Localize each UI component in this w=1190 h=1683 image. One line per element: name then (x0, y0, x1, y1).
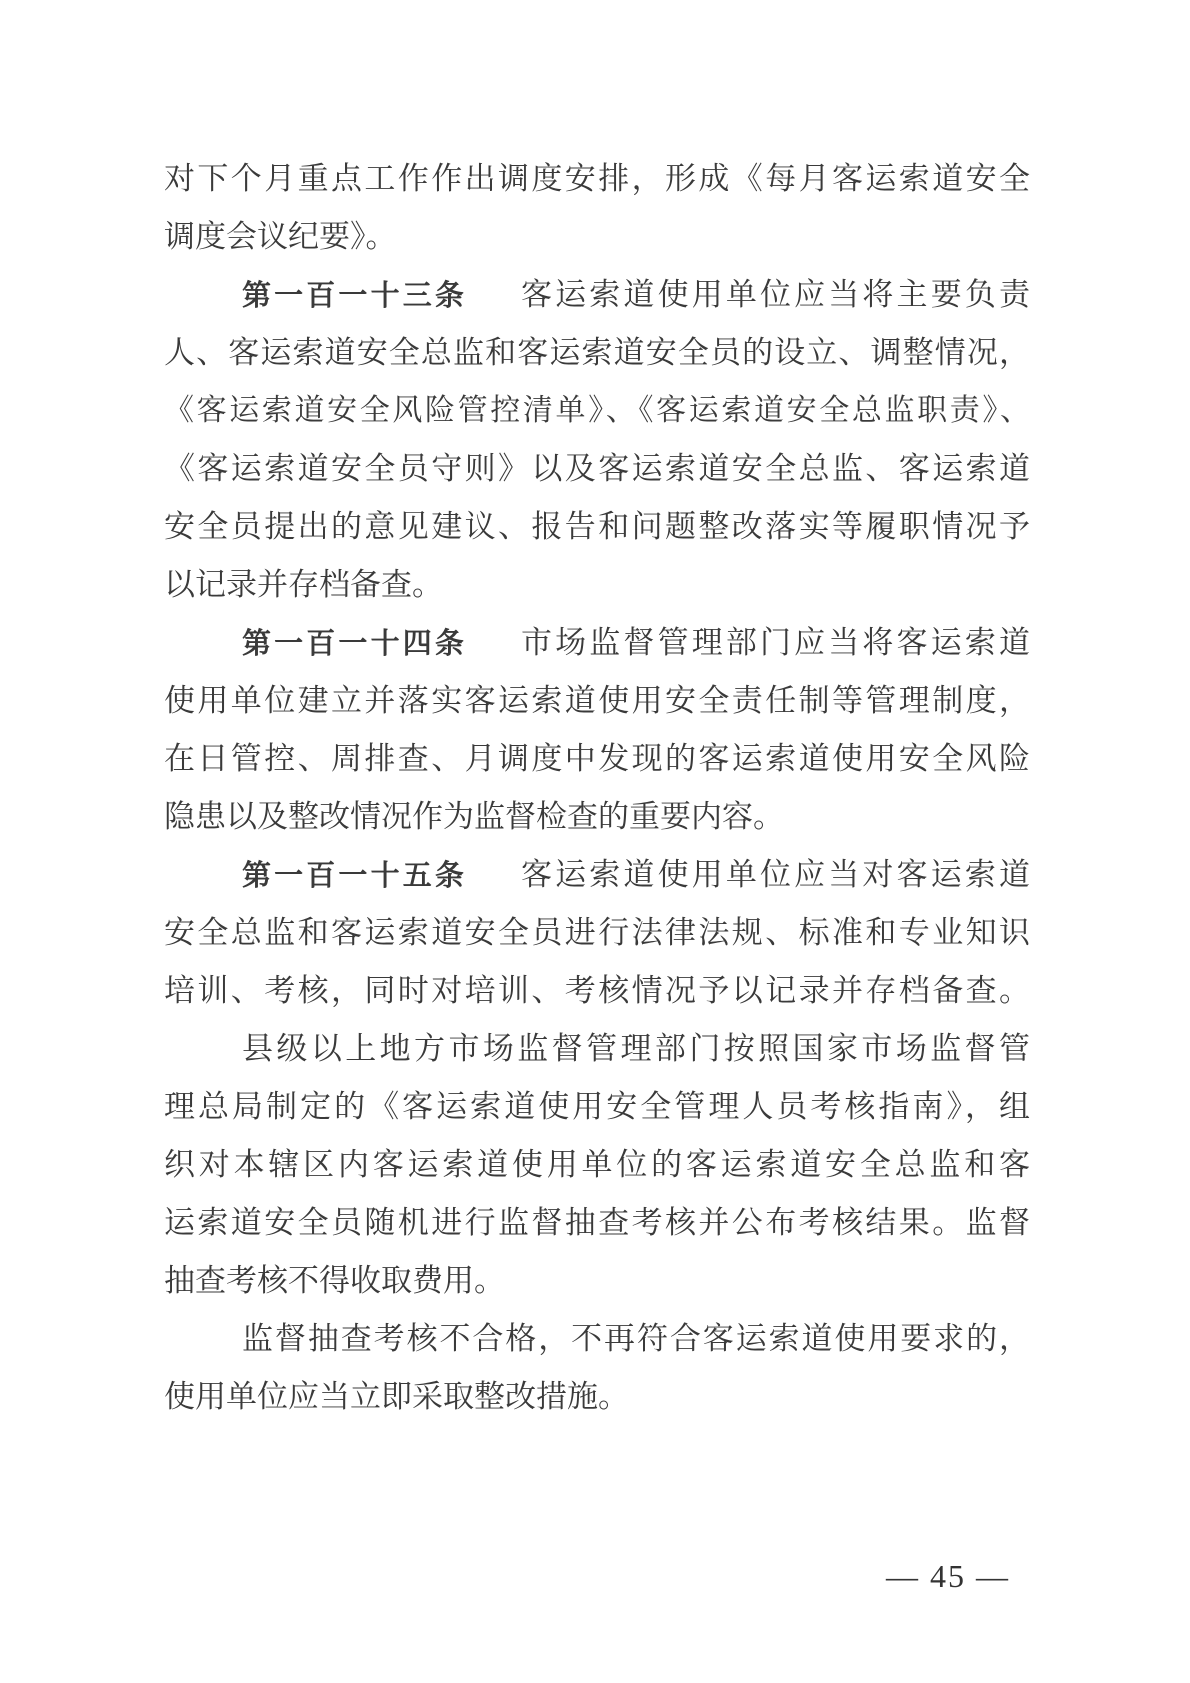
text-line (164, 1368, 1030, 1426)
line-text: 人、客运索道安全总监和客运索道安全员的设立、调整情况， (164, 335, 1030, 370)
text-line (164, 904, 1030, 962)
line-text: 《客运索道安全风险管控清单》、《客运索道安全总监职责》、 (164, 394, 1030, 427)
line-text: 使用单位建立并落实客运索道使用安全责任制等管理制度， (164, 683, 1030, 718)
line-text: 市场监督管理部门应当将客运索道 (521, 625, 1030, 660)
text-line (164, 1078, 1030, 1136)
line-text: 《客运索道安全员守则》以及客运索道安全总监、客运索道 (164, 451, 1030, 486)
text-line (164, 440, 1030, 498)
line-text: 在日管控、周排查、月调度中发现的客运索道使用安全风险 (164, 741, 1030, 776)
line-text: 织对本辖区内客运索道使用单位的客运索道安全总监和客 (164, 1147, 1030, 1182)
text-line (164, 788, 1030, 846)
text-line (164, 1020, 1030, 1078)
article-number: 第一百一十四条 (242, 628, 467, 660)
text-line (164, 1310, 1030, 1368)
line-text: 监督抽查考核不合格，不再符合客运索道使用要求的， (242, 1321, 1030, 1356)
line-text: 以记录并存档备查。 (164, 567, 443, 602)
line-text: 使用单位应当立即采取整改措施。 (164, 1379, 629, 1414)
line-text: 对下个月重点工作作出调度安排，形成《每月客运索道安全 (164, 161, 1030, 196)
text-line (164, 672, 1030, 730)
line-text: 运索道安全员随机进行监督抽查考核并公布考核结果。监督 (164, 1205, 1030, 1240)
line-text: 理总局制定的《客运索道使用安全管理人员考核指南》，组 (164, 1089, 1030, 1124)
line-text: 安全总监和客运索道安全员进行法律法规、标准和专业知识 (164, 915, 1030, 950)
text-line (164, 382, 1030, 440)
text-line (164, 498, 1030, 556)
text-line (164, 324, 1030, 382)
line-text: 调度会议纪要》。 (164, 219, 397, 254)
line-text: 隐患以及整改情况作为监督检查的重要内容。 (164, 799, 784, 834)
text-line (164, 1194, 1030, 1252)
line-text: 客运索道使用单位应当将主要负责 (521, 277, 1030, 312)
line-text: 县级以上地方市场监督管理部门按照国家市场监督管 (242, 1031, 1030, 1066)
line-text: 培训、考核，同时对培训、考核情况予以记录并存档备查。 (164, 973, 1030, 1008)
text-line (164, 730, 1030, 788)
line-text: 安全员提出的意见建议、报告和问题整改落实等履职情况予 (164, 509, 1030, 544)
page-number: — 45 — (886, 1558, 1010, 1594)
text-line (164, 208, 1030, 266)
text-line (164, 556, 1030, 614)
text-line (164, 614, 1030, 672)
line-text: 客运索道使用单位应当对客运索道 (521, 857, 1030, 892)
text-line (164, 846, 1030, 904)
text-line (164, 1136, 1030, 1194)
document-body (164, 150, 1030, 1426)
article-number: 第一百一十三条 (242, 280, 467, 312)
text-line (164, 266, 1030, 324)
text-line (164, 1252, 1030, 1310)
text-line (164, 962, 1030, 1020)
article-number: 第一百一十五条 (242, 860, 467, 892)
line-text: 抽查考核不得收取费用。 (164, 1263, 505, 1298)
text-line (164, 150, 1030, 208)
